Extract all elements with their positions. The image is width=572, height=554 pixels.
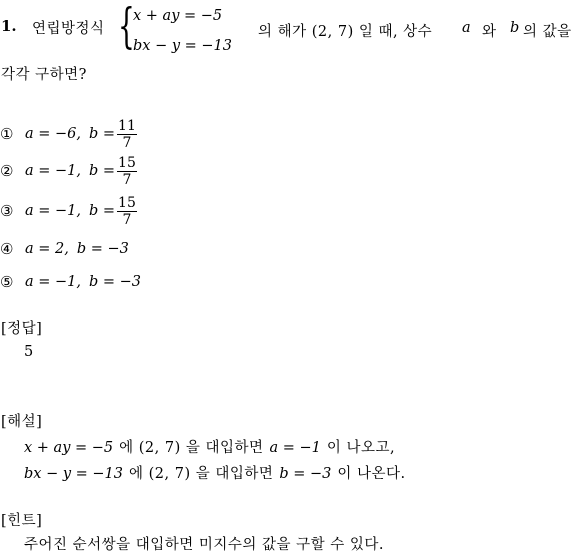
explanation-mid-2: 에 (2, 7) 을 대입하면	[129, 466, 274, 482]
explanation-line-2	[24, 462, 406, 483]
var-a: a	[462, 20, 471, 36]
hint-label: [힌트]	[1, 513, 43, 529]
explanation-eq-2: bx − y = −13	[24, 466, 123, 482]
fraction-denominator: 7	[122, 211, 132, 228]
question-intro: 연립방정식	[32, 21, 105, 37]
question-number: 1.	[1, 17, 17, 35]
choice-a-value: a = −6,	[25, 126, 81, 142]
choice-item[interactable]	[0, 117, 137, 151]
fraction-denominator: 7	[122, 134, 132, 151]
choice-b-value: b = −3	[76, 241, 129, 257]
choice-item[interactable]	[0, 194, 137, 228]
choice-marker: ③	[0, 202, 14, 220]
explanation-label: [해설]	[1, 414, 43, 430]
explanation-end-1: 이 나오고,	[326, 440, 396, 456]
choice-marker: ⑤	[0, 273, 14, 291]
explanation-eq-1: x + ay = −5	[24, 440, 114, 456]
choice-marker: ②	[0, 162, 14, 180]
question-line2: 각각 구하면?	[1, 67, 87, 83]
explanation-end-2: 이 나온다.	[337, 466, 406, 482]
explanation-mid-1: 에 (2, 7) 을 대입하면	[119, 440, 264, 456]
choice-b-fraction	[117, 155, 137, 188]
choice-b-value: b =	[89, 203, 116, 219]
choice-marker: ①	[0, 125, 14, 143]
question-and: 와	[482, 24, 497, 40]
answer-label: [정답]	[1, 321, 43, 337]
fraction-denominator: 7	[122, 171, 132, 188]
equation-2: bx − y = −13	[133, 38, 232, 54]
var-b: b	[510, 20, 520, 36]
explanation-result-2: b = −3	[279, 466, 332, 482]
choice-a-value: a = −1,	[25, 274, 81, 290]
choice-item[interactable]	[0, 154, 137, 188]
fraction-numerator: 15	[118, 154, 136, 171]
choice-a-value: a = 2,	[25, 241, 69, 257]
choice-marker: ④	[0, 240, 14, 258]
explanation-result-1: a = −1	[269, 440, 321, 456]
choice-b-fraction	[117, 118, 137, 151]
choice-b-value: b =	[89, 126, 116, 142]
choice-b-value: b =	[89, 163, 116, 179]
hint-text: 주어진 순서쌍을 대입하면 미지수의 값을 구할 수 있다.	[24, 537, 385, 553]
fraction-numerator: 11	[118, 117, 136, 134]
choice-item[interactable]	[0, 269, 141, 295]
choice-item[interactable]	[0, 236, 129, 262]
system-brace: {	[118, 0, 135, 54]
choice-a-value: a = −1,	[25, 163, 81, 179]
equation-1: x + ay = −5	[133, 8, 223, 24]
choice-b-value: b = −3	[89, 274, 142, 290]
answer-value: 5	[24, 344, 34, 360]
choice-b-fraction	[117, 195, 137, 228]
fraction-numerator: 15	[118, 194, 136, 211]
choice-a-value: a = −1,	[25, 203, 81, 219]
question-tail: 의 해가 (2, 7) 일 때, 상수	[258, 24, 433, 40]
explanation-line-1	[24, 436, 395, 457]
question-tail2: 의 값을	[523, 24, 572, 40]
